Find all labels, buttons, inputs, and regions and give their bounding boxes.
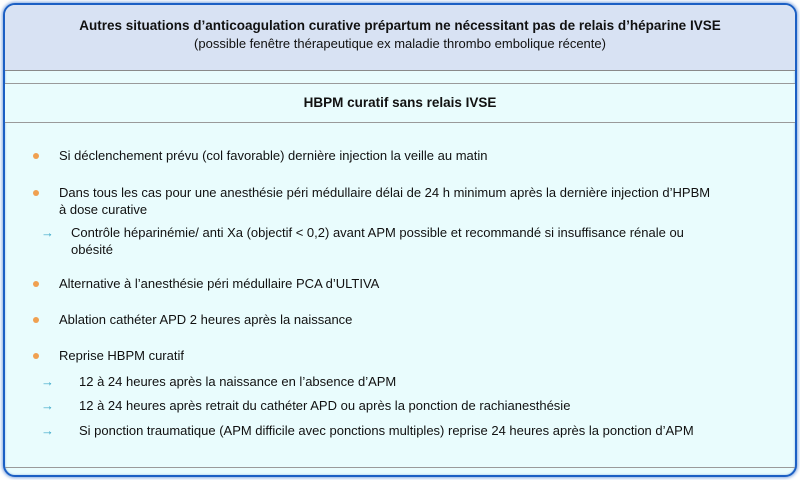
list-item	[59, 311, 352, 328]
bottom-divider	[5, 467, 795, 468]
list-item-line: Si ponction traumatique (APM difficile avec ponctions multiples) reprise 24 heures après la ponction d’APM	[79, 423, 694, 438]
list-item	[59, 184, 710, 218]
list-item-line: Reprise HBPM curatif	[59, 348, 184, 363]
title-box	[5, 5, 795, 71]
content-list	[5, 123, 795, 463]
list-item	[59, 347, 184, 364]
list-item	[59, 147, 488, 164]
list-item-line: à dose curative	[59, 202, 148, 217]
list-item	[79, 422, 694, 439]
arrow-right-icon: →	[41, 374, 54, 389]
list-item-line: Dans tous les cas pour une anesthésie péri médullaire délai de 24 h minimum après la dernière injection d’HPBM	[59, 185, 711, 200]
arrow-right-icon: →	[41, 398, 54, 413]
slide-frame	[3, 3, 797, 477]
section-heading: HBPM curatif sans relais IVSE	[5, 83, 795, 123]
list-item	[79, 373, 396, 390]
list-item-line: Ablation cathéter APD 2 heures après la naissance	[59, 312, 353, 327]
list-item-line: 12 à 24 heures après retrait du cathéter APD ou après la ponction de rachianesthésie	[79, 398, 571, 413]
list-item-line: obésité	[71, 242, 113, 257]
title-subtitle: (possible fenêtre thérapeutique ex maladie thrombo embolique récente)	[194, 36, 606, 51]
list-item-line: Contrôle héparinémie/ anti Xa (objectif < 0,2) avant APM possible et recommandé si insuffisance rénale ou	[71, 225, 684, 240]
list-item-line: Si déclenchement prévu (col favorable) dernière injection la veille au matin	[59, 148, 488, 163]
arrow-right-icon: →	[41, 225, 54, 240]
bullet-dot-icon	[33, 153, 39, 159]
bullet-dot-icon	[33, 317, 39, 323]
arrow-right-icon: →	[41, 423, 54, 438]
list-item-line: 12 à 24 heures après la naissance en l’absence d’APM	[79, 374, 397, 389]
list-item	[79, 397, 570, 414]
title-main: Autres situations d’anticoagulation curative prépartum ne nécessitant pas de relais d’héparine IVSE	[79, 18, 721, 33]
list-item	[71, 224, 684, 258]
bullet-dot-icon	[33, 190, 39, 196]
bullet-dot-icon	[33, 353, 39, 359]
list-item-line: Alternative à l’anesthésie péri médullaire PCA d’ULTIVA	[59, 276, 380, 291]
list-item	[59, 275, 379, 292]
bullet-dot-icon	[33, 281, 39, 287]
